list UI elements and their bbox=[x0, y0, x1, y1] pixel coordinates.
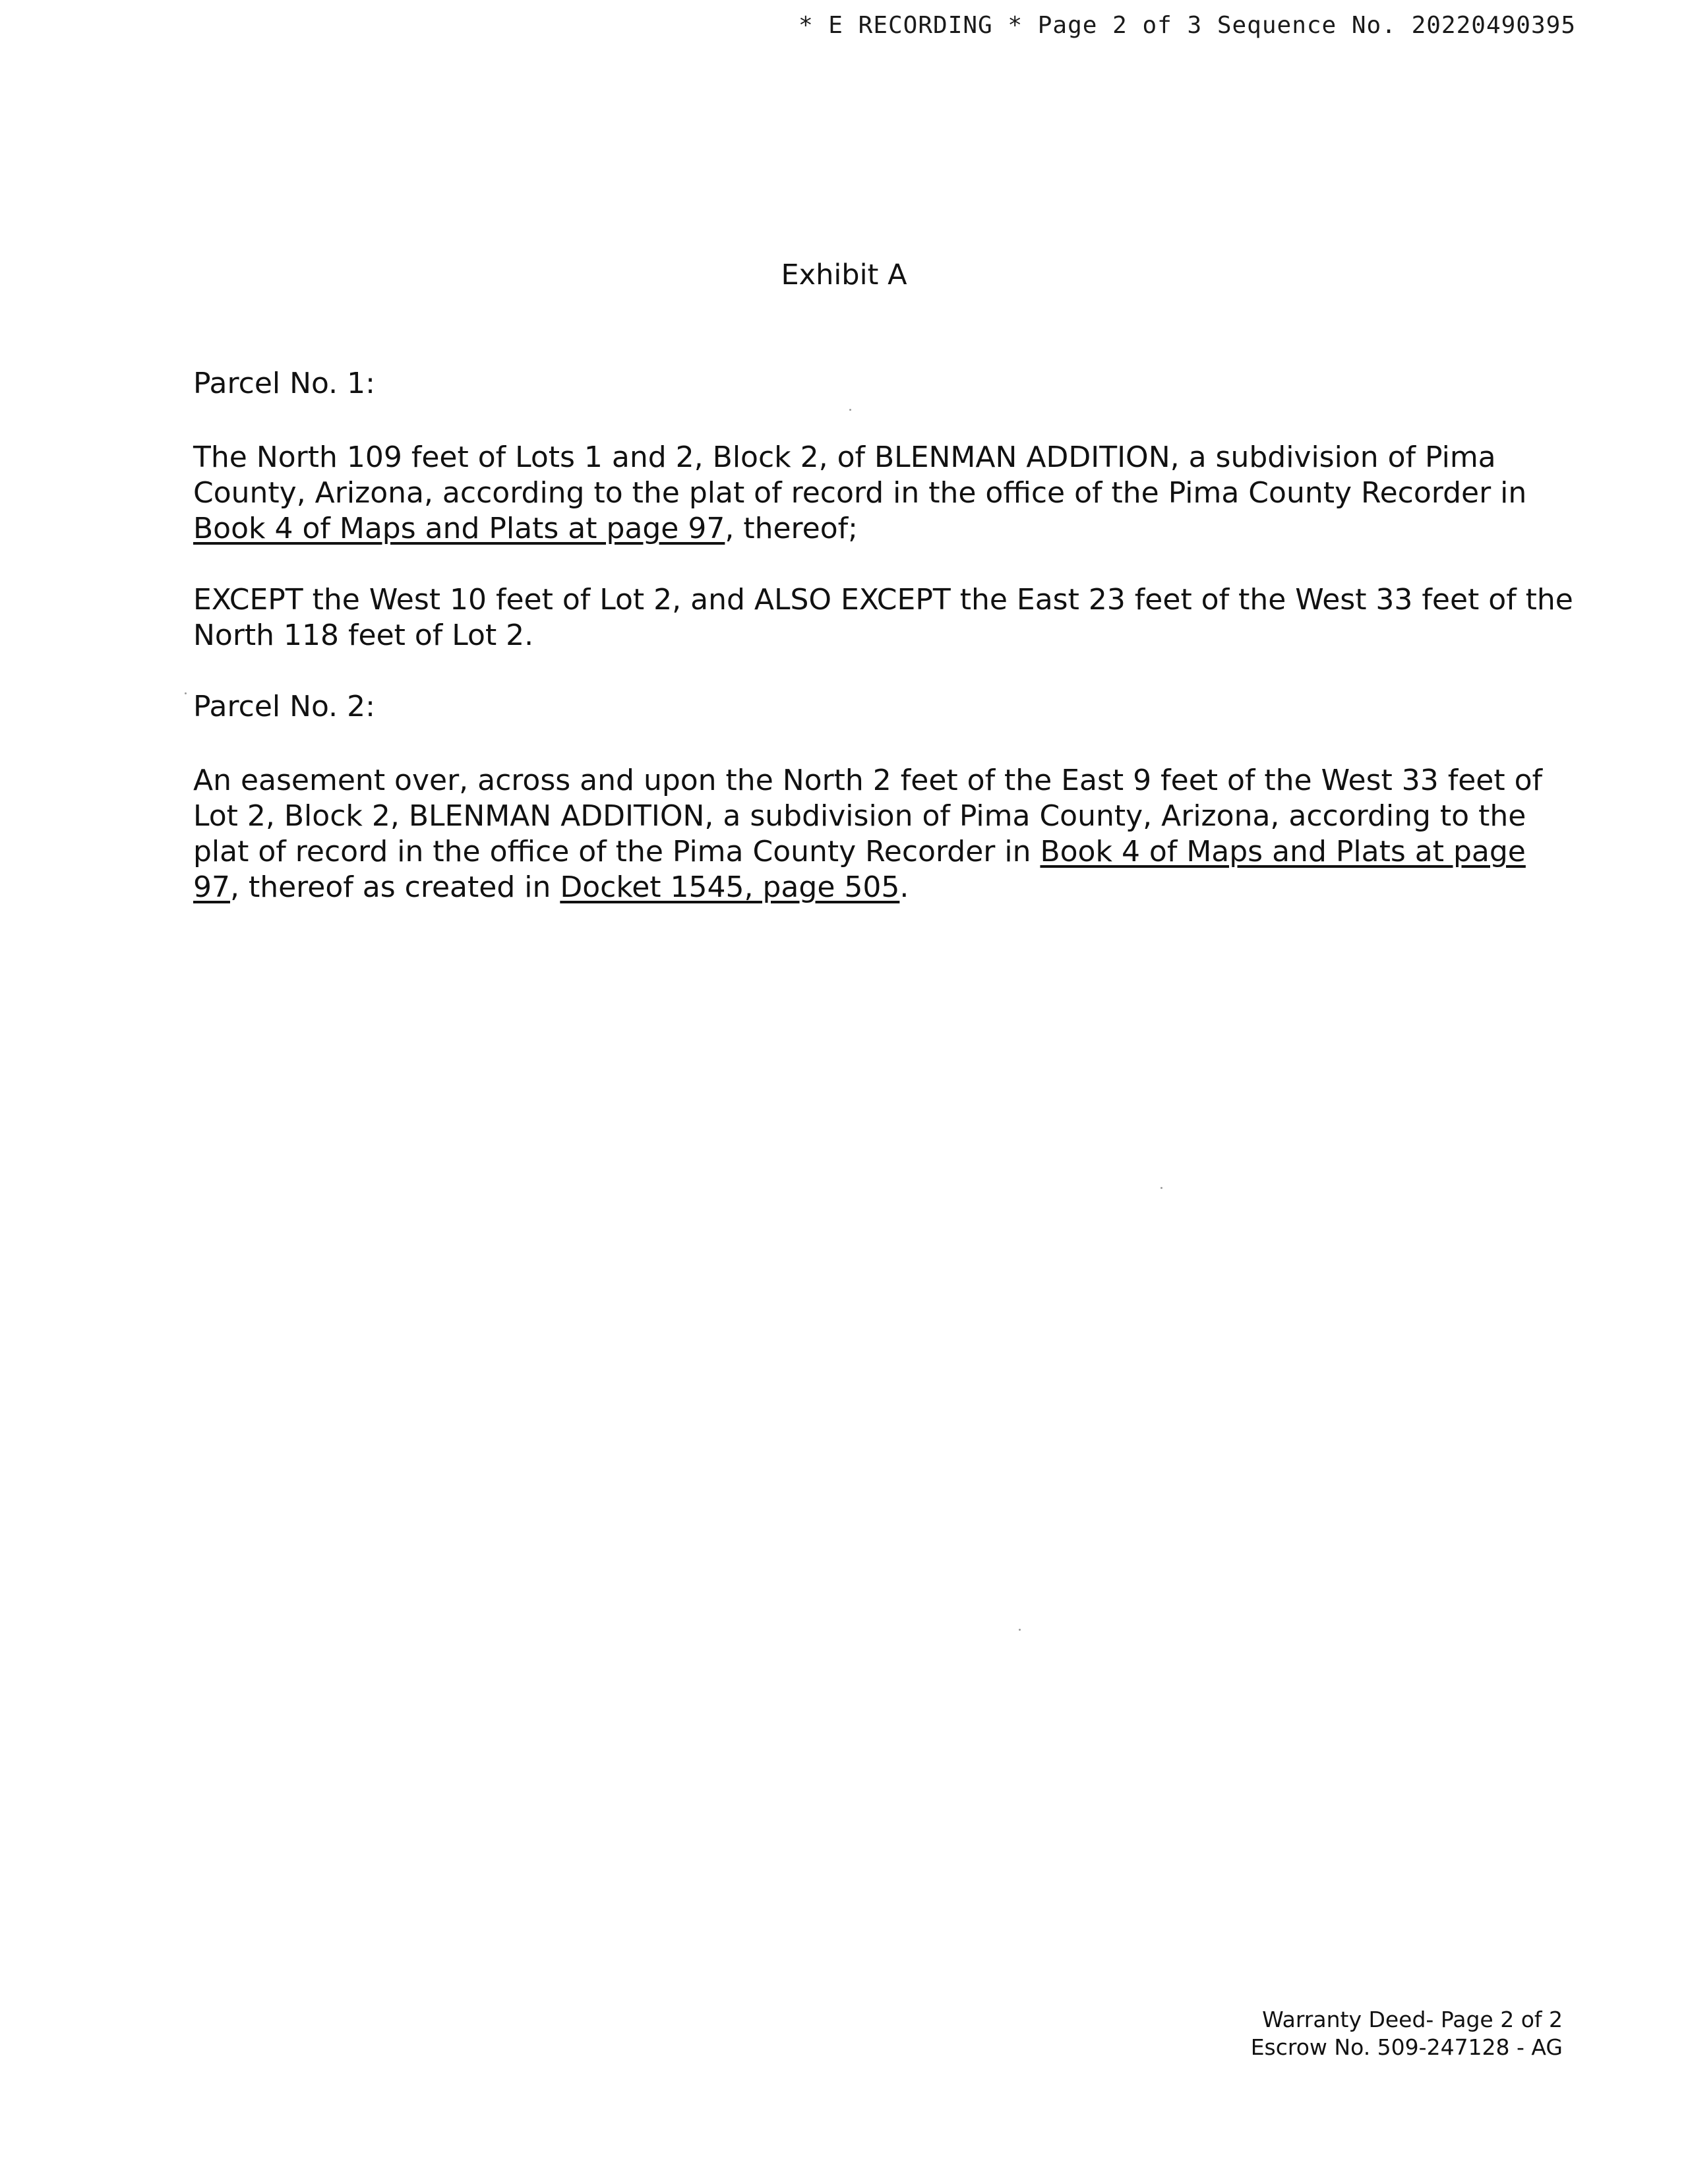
footer-deed-page: Warranty Deed- Page 2 of 2 bbox=[1262, 2007, 1563, 2032]
parcel-2-text-a: An easement over, across and upon the North 2 feet of the East 9 feet of the West 33 feet of Lot 2, Block 2, BLENMAN ADDITION, a subdivision of Pima County, Arizona, according to the plat of record in the office of the Pima County Recorder in bbox=[193, 764, 1543, 868]
parcel-1-heading: Parcel No. 1: bbox=[193, 367, 375, 400]
scan-speck bbox=[185, 692, 187, 694]
parcel-2-heading: Parcel No. 2: bbox=[193, 690, 375, 723]
parcel-2-text-b: , thereof as created in bbox=[230, 870, 560, 904]
recording-stamp: * E RECORDING * Page 2 of 3 Sequence No. 20220490395 bbox=[798, 12, 1576, 39]
plat-reference-link: Book 4 of Maps and Plats at page 97 bbox=[193, 835, 1526, 904]
scan-speck bbox=[1160, 1187, 1162, 1189]
exhibit-title: Exhibit A bbox=[781, 258, 907, 291]
footer-escrow-number: Escrow No. 509-247128 - AG bbox=[1250, 2034, 1563, 2060]
docket-reference-link: Docket 1545, page 505 bbox=[560, 870, 900, 904]
scan-speck bbox=[849, 409, 851, 411]
plat-reference-link: Book 4 of Maps and Plats at page 97 bbox=[193, 512, 725, 545]
scan-speck bbox=[1019, 1629, 1021, 1631]
parcel-1-text-b: , thereof; bbox=[725, 512, 858, 545]
parcel-1-text-a: The North 109 feet of Lots 1 and 2, Block 2, of BLENMAN ADDITION, a subdivision of Pima County, Arizona, according to the plat of record in the office of the Pima County Recorder in bbox=[193, 440, 1527, 510]
parcel-2-text-c: . bbox=[899, 870, 909, 904]
parcel-1-exception: EXCEPT the West 10 feet of Lot 2, and ALSO EXCEPT the East 23 feet of the West 33 feet of the North 118 feet of Lot 2. bbox=[193, 583, 1573, 652]
document-body bbox=[193, 366, 1575, 905]
parcel-2-description bbox=[193, 763, 1575, 905]
page-footer bbox=[1251, 2006, 1563, 2061]
parcel-1-description bbox=[193, 440, 1575, 547]
